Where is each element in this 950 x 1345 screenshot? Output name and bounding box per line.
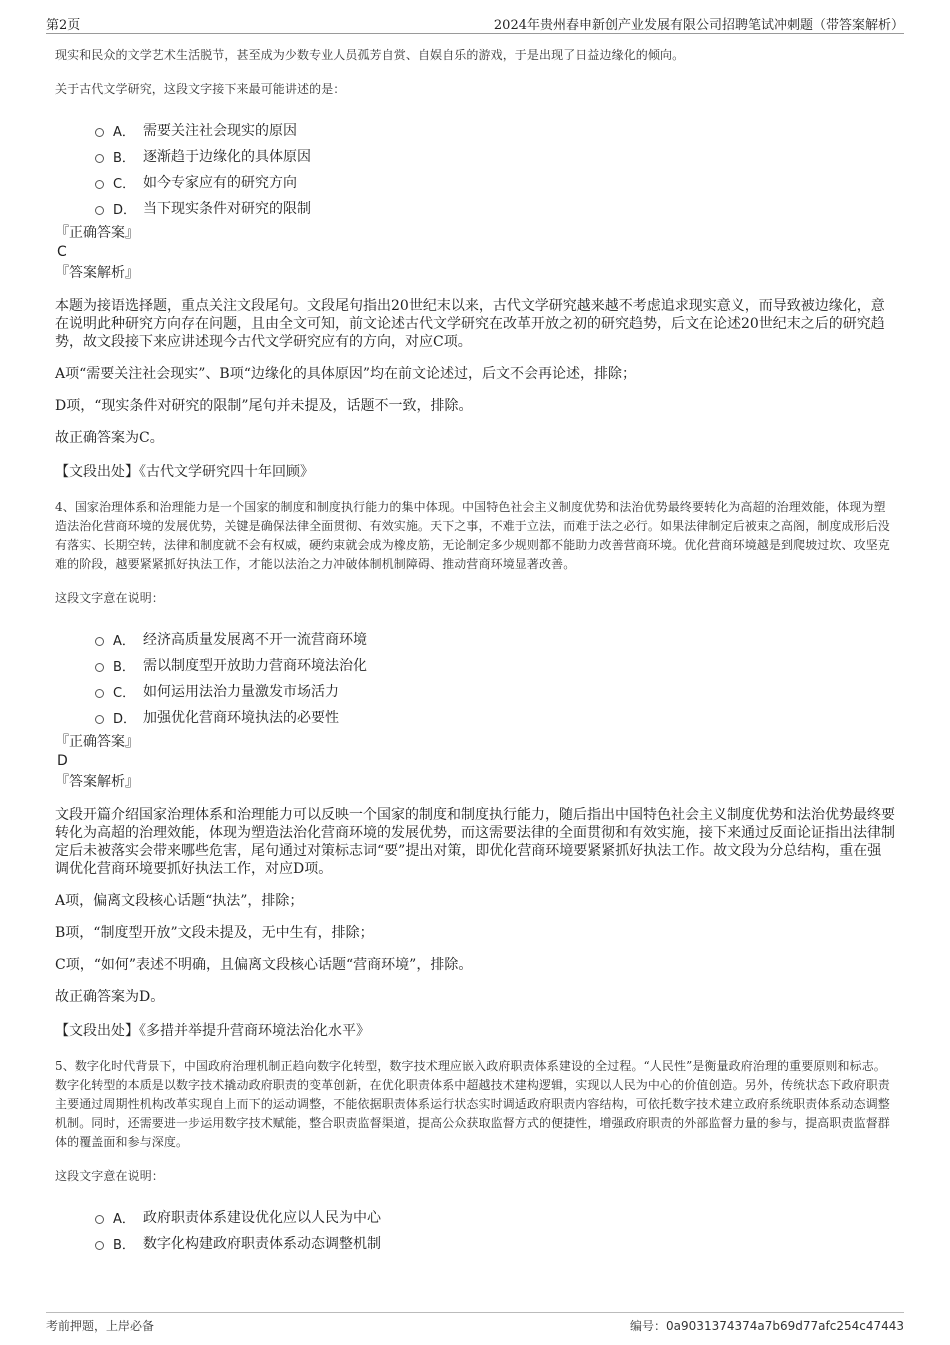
- option-text: 加强优化营商环境执法的必要性: [143, 710, 339, 726]
- question-passage: 5、数字化时代背景下，中国政府治理机制正趋向数字化转型，数字技术理应嵌入政府职责体系建设的全过程。“人民性”是衡量政府治理的重要原则和标志。数字化转型的本质是以数字技术撬动政府职责的变革创新，在优化职责体系中超越技术建构逻辑，实现以人民为中心的价值创造。另外，传统状态下政府职责主要通过周期性机构改革实现自上而下的运动调整，不能依据职责体系运行状态实时调适政府职责内容结构，可依托数字技术建立政府系统职责体系动态调整机制。同时，还需要进一步运用数字技术赋能，整合职责监督渠道，提高公众获取监督方式的便捷性，增强政府职责的外部监督力量的参与，提高职责监督群体的覆盖面和参与深度。: [55, 1059, 890, 1149]
- analysis-paragraph: A项，偏离文段核心话题“执法”，排除；: [55, 893, 304, 909]
- page-content: [55, 46, 895, 1256]
- option-c[interactable]: [95, 169, 895, 195]
- option-text: 当下现实条件对研究的限制: [143, 201, 311, 217]
- answer-value: C: [57, 244, 67, 260]
- option-letter: B．: [113, 1237, 135, 1253]
- radio-icon[interactable]: [95, 154, 104, 163]
- option-letter: B．: [113, 150, 135, 166]
- option-text: 如何运用法治力量激发市场活力: [143, 684, 339, 700]
- page-footer: [46, 1312, 904, 1337]
- option-a[interactable]: [95, 117, 895, 143]
- radio-icon[interactable]: [95, 663, 104, 672]
- question-prompt: 关于古代文学研究，这段文字接下来最可能讲述的是：: [55, 82, 346, 96]
- option-b[interactable]: [95, 143, 895, 169]
- question-passage: 4、国家治理体系和治理能力是一个国家的制度和制度执行能力的集中体现。中国特色社会主义制度优势和法治优势最终要转化为高超的治理效能，体现为塑造法治化营商环境的发展优势，关键是确保法律全面贯彻、有效实施。天下之事，不难于立法，而难于法之必行。如果法律制定后被束之高阁，制度成形后没有落实、长期空转，法律和制度就不会有权威，硬约束就会成为橡皮筋，无论制定多少规则都不能助力改善营商环境。优化营商环境越是到爬坡过坎、攻坚克难的阶段，越要紧紧抓好执法工作，才能以法治之力冲破体制机制障碍、推动营商环境显著改善。: [55, 500, 890, 571]
- answer-label: 『正确答案』: [55, 225, 139, 241]
- analysis-label: 『答案解析』: [55, 265, 139, 281]
- option-d[interactable]: [95, 704, 895, 730]
- document-id-value: 0a9031374374a7b69d77afc254c47443: [666, 1319, 904, 1333]
- analysis-paragraph: 故正确答案为D。: [55, 989, 165, 1005]
- option-b[interactable]: [95, 1230, 895, 1256]
- answer-label: 『正确答案』: [55, 734, 139, 750]
- source-citation: 【文段出处】《多措并举提升营商环境法治化水平》: [55, 1023, 370, 1039]
- document-id: [630, 1317, 904, 1334]
- document-id-label: 编号：: [630, 1319, 667, 1333]
- page-number: 第2页: [46, 18, 81, 33]
- footer-slogan: 考前押题，上岸必备: [46, 1319, 155, 1333]
- option-text: 经济高质量发展离不开一流营商环境: [143, 632, 367, 648]
- answer-value: D: [57, 753, 68, 769]
- analysis-paragraph: 本题为接语选择题，重点关注文段尾句。文段尾句指出20世纪末以来，古代文学研究越来越不考虑追求现实意义，而导致被边缘化，意在说明此种研究方向存在问题，且由全文可知，前文论述古代文学研究在改革开放之初的研究趋势，后文在论述20世纪末之后的研究趋势，故文段接下来应讲述现今古代文学研究应有的方向，对应C项。: [55, 298, 885, 350]
- option-b[interactable]: [95, 652, 895, 678]
- option-text: 如今专家应有的研究方向: [143, 175, 297, 191]
- option-text: 逐渐趋于边缘化的具体原因: [143, 149, 311, 165]
- radio-icon[interactable]: [95, 715, 104, 724]
- option-d[interactable]: [95, 195, 895, 221]
- option-letter: D．: [113, 202, 137, 218]
- option-letter: B．: [113, 659, 135, 675]
- analysis-paragraph: A项“需要关注社会现实”、B项“边缘化的具体原因”均在前文论述过，后文不会再论述，排除；: [55, 366, 637, 382]
- analysis-paragraph: B项，“制度型开放”文段未提及，无中生有，排除；: [55, 925, 374, 941]
- analysis-paragraph: C项，“如何”表述不明确，且偏离文段核心话题“营商环境”，排除。: [55, 957, 473, 973]
- options-list: [95, 626, 895, 730]
- radio-icon[interactable]: [95, 180, 104, 189]
- analysis-paragraph: 文段开篇介绍国家治理体系和治理能力可以反映一个国家的制度和制度执行能力，随后指出中国特色社会主义制度优势和法治优势最终要转化为高超的治理效能，体现为塑造法治化营商环境的发展优势，而这需要法律的全面贯彻和有效实施，接下来通过反面论证指出法律制定后未被落实会带来哪些危害，尾句通过对策标志词“要”提出对策，即优化营商环境要紧紧抓好执法工作。故文段为分总结构，重在强调优化营商环境要抓好执法工作，对应D项。: [55, 807, 895, 877]
- option-a[interactable]: [95, 1204, 895, 1230]
- options-list: [95, 1204, 895, 1256]
- source-citation: 【文段出处】《古代文学研究四十年回顾》: [55, 464, 314, 480]
- option-text: 政府职责体系建设优化应以人民为中心: [143, 1210, 381, 1226]
- analysis-paragraph: 故正确答案为C。: [55, 430, 164, 446]
- page-header: [46, 14, 904, 34]
- radio-icon[interactable]: [95, 206, 104, 215]
- option-text: 需以制度型开放助力营商环境法治化: [143, 658, 367, 674]
- option-letter: D．: [113, 711, 137, 727]
- options-list: [95, 117, 895, 221]
- option-letter: A．: [113, 1211, 135, 1227]
- radio-icon[interactable]: [95, 1241, 104, 1250]
- radio-icon[interactable]: [95, 689, 104, 698]
- option-letter: A．: [113, 633, 135, 649]
- option-letter: C．: [113, 176, 136, 192]
- question-prompt: 这段文字意在说明：: [55, 591, 164, 605]
- option-a[interactable]: [95, 626, 895, 652]
- question-prompt: 这段文字意在说明：: [55, 1169, 164, 1183]
- option-text: 需要关注社会现实的原因: [143, 123, 297, 139]
- radio-icon[interactable]: [95, 128, 104, 137]
- option-letter: C．: [113, 685, 136, 701]
- passage-tail: 现实和民众的文学艺术生活脱节，甚至成为少数专业人员孤芳自赏、自娱自乐的游戏，于是出现了日益边缘化的倾向。: [55, 48, 685, 62]
- option-text: 数字化构建政府职责体系动态调整机制: [143, 1236, 381, 1252]
- document-title: 2024年贵州春申新创产业发展有限公司招聘笔试冲刺题（带答案解析）: [493, 18, 904, 33]
- radio-icon[interactable]: [95, 637, 104, 646]
- analysis-label: 『答案解析』: [55, 774, 139, 790]
- option-c[interactable]: [95, 678, 895, 704]
- option-letter: A．: [113, 124, 135, 140]
- radio-icon[interactable]: [95, 1215, 104, 1224]
- analysis-paragraph: D项，“现实条件对研究的限制”尾句并未提及，话题不一致，排除。: [55, 398, 473, 414]
